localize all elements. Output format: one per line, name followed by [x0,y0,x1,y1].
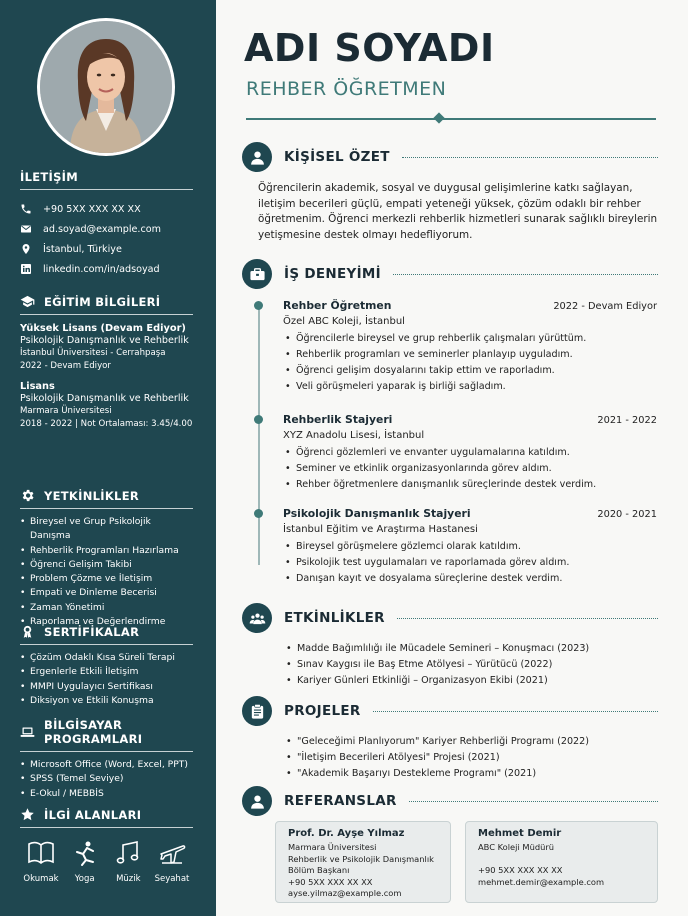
job-entry [283,507,657,587]
job-title: Psikolojik Danışmanlık Stajyeri [283,507,471,520]
job-entry [283,299,657,395]
linkedin-icon [20,263,32,275]
section-dotted-rule [393,274,658,275]
certificate-item: • MMPI Uygulayıcı Sertifikası [20,680,193,694]
job-bullet: • Seminer ve etkinlik organizasyonlarında görev aldım. [283,461,657,477]
header-diamond [433,112,444,123]
skills-section [20,488,193,629]
experience-section [242,259,658,289]
activity-item: • Madde Bağımlılığı ile Mücadele Semineri – Konuşmacı (2023) [284,641,658,657]
contact-linkedin[interactable] [20,259,193,279]
skills-title [20,488,193,509]
certificates-title [20,624,193,645]
education-school: İstanbul Üniversitesi - Cerrahpaşa [20,348,166,358]
job-bullet: • Öğrenci gözlemleri ve envanter uygulamalarına katıldım. [283,445,657,461]
award-ribbon-icon [20,624,35,639]
summary-section [242,142,658,243]
job-title: Rehberlik Stajyeri [283,413,393,426]
reference-name: Prof. Dr. Ayşe Yılmaz [288,828,405,839]
contact-linkedin-text: linkedin.com/in/adsoyad [43,263,160,275]
education-period: 2022 - Devam Ediyor [20,361,111,371]
education-field: Psikolojik Danışmanlık ve Rehberlik [20,393,189,404]
education-school: Marmara Üniversitesi [20,406,112,416]
reference-line: Bölüm Başkanı [288,865,350,875]
software-item: • SPSS (Temel Seviye) [20,772,193,786]
reference-line: Marmara Üniversitesi [288,842,377,852]
sidebar [0,0,216,916]
summary-icon-badge [242,142,272,172]
contact-title: İLETİŞİM [20,170,193,190]
projects-title: PROJELER [284,703,361,719]
references-section [242,786,658,816]
graduation-cap-icon [20,294,35,309]
experience-timeline [258,303,260,565]
contact-phone-text: +90 5XX XXX XX XX [43,203,141,215]
skill-item: • Rehberlik Programları Hazırlama [20,544,193,558]
project-item: • "Akademik Başarıyı Destekleme Programı" (2021) [284,766,658,782]
education-title [20,294,193,315]
job-organization: XYZ Anadolu Lisesi, İstanbul [283,430,425,441]
education-field: Psikolojik Danışmanlık ve Rehberlik [20,335,189,346]
education-period: 2018 - 2022 | Not Ortalaması: 3.45/4.00 [20,419,193,429]
reference-card [465,821,658,903]
education-degree: Yüksek Lisans (Devam Ediyor) [20,323,186,334]
activities-title: ETKİNLİKLER [284,610,385,626]
header-divider [246,118,656,120]
software-item: • E-Okul / MEBBİS [20,787,193,801]
profile-photo-frame [37,18,175,156]
timeline-dot [254,301,263,310]
reference-email[interactable]: mehmet.demir@example.com [478,876,605,887]
reference-line: Rehberlik ve Psikolojik Danışmanlık [288,853,434,864]
summary-title: KİŞİSEL ÖZET [284,149,390,165]
interests-list [20,840,193,884]
section-dotted-rule [409,801,658,802]
contact-email[interactable] [20,219,193,239]
experience-title: İŞ DENEYİMİ [284,266,381,282]
projects-icon-badge [242,696,272,726]
job-date: 2020 - 2021 [597,509,657,520]
education-item [20,323,193,373]
project-item: • "İletişim Becerileri Atölyesi" Projesi (2021) [284,750,658,766]
interests-section [20,807,193,884]
interest-label: Müzik [116,874,141,884]
music-icon [114,840,142,866]
activity-item: • Kariyer Günleri Etkinliği – Organizasyon Ekibi (2021) [284,673,658,689]
experience-icon-badge [242,259,272,289]
project-item: • "Geleceğimi Planlıyorum" Kariyer Rehberliği Programı (2022) [284,734,658,750]
interests-title-text: İLGİ ALANLARI [44,807,142,822]
interest-label: Seyahat [154,874,190,884]
job-title: Rehber Öğretmen [283,299,392,312]
job-entry [283,413,657,493]
education-title-text: EĞİTİM BİLGİLERİ [44,294,161,309]
contact-email-text: ad.soyad@example.com [43,223,161,235]
certificate-item: • Diksiyon ve Etkili Konuşma [20,694,193,708]
reference-email[interactable]: ayse.yilmaz@example.com [288,888,402,898]
clipboard-icon [249,703,266,720]
book-icon [27,840,55,866]
yoga-icon [71,840,99,866]
software-title [20,718,193,752]
certificates-title-text: SERTİFİKALAR [44,624,140,639]
job-bullet: • Bireysel görüşmelere gözlemci olarak katıldım. [283,539,657,555]
interest-label: Yoga [74,874,95,884]
person-icon [249,149,266,166]
job-bullet: • Danışan kayıt ve dosyalama süreçlerine destek verdim. [283,571,657,587]
activities-icon-badge [242,603,272,633]
reference-name: Mehmet Demir [478,828,562,839]
contact-location [20,239,193,259]
education-item [20,381,193,431]
mail-icon [20,223,32,235]
skill-item: • Öğrenci Gelişim Takibi [20,558,193,572]
activities-section [242,603,658,689]
reference-phone: +90 5XX XXX XX XX [478,865,563,875]
software-section [20,718,193,801]
skills-title-text: YETKİNLİKLER [44,488,139,503]
activity-item: • Sınav Kaygısı ile Baş Etme Atölyesi – Yürütücü (2022) [284,657,658,673]
interest-item [20,840,62,884]
software-item: • Microsoft Office (Word, Excel, PPT) [20,758,193,772]
reference-phone: +90 5XX XXX XX XX [288,876,373,887]
software-title-text: BİLGİSAYAR PROGRAMLARI [44,718,143,746]
section-dotted-rule [373,711,658,712]
group-icon [249,610,266,627]
projects-section [242,696,658,782]
gear-icon [20,488,35,503]
certificate-item: • Ergenlerle Etkili İletişim [20,665,193,679]
main-content [216,0,688,916]
job-organization: Özel ABC Koleji, İstanbul [283,316,405,327]
section-dotted-rule [402,157,658,158]
reference-card [275,821,451,903]
certificate-item: • Çözüm Odaklı Kısa Süreli Terapi [20,651,193,665]
job-date: 2021 - 2022 [597,415,657,426]
contact-location-text: İstanbul, Türkiye [43,243,122,255]
skill-item: • Raporlama ve Değerlendirme [20,615,193,629]
job-bullet: • Öğrenci gelişim dosyalarını takip ettim ve raporladım. [283,363,657,379]
interests-title [20,807,193,828]
job-role: REHBER ÖĞRETMEN [246,78,447,100]
location-pin-icon [20,243,32,255]
timeline-dot [254,415,263,424]
reference-line: ABC Koleji Müdürü [478,842,555,852]
skill-item: • Bireysel ve Grup Psikolojik Danışma [20,515,193,544]
references-icon-badge [242,786,272,816]
references-title: REFERANSLAR [284,793,397,809]
interest-label: Okumak [23,874,59,884]
skill-item: • Empati ve Dinleme Becerisi [20,586,193,600]
skill-item: • Problem Çözme ve İletişim [20,572,193,586]
full-name: ADI SOYADI [244,26,495,70]
laptop-icon [20,725,35,740]
interest-item [107,840,149,884]
star-icon [20,807,35,822]
job-bullet: • Veli görüşmeleri yaparak iş birliği sağladım. [283,379,657,395]
interest-item [151,840,193,884]
interest-item [64,840,106,884]
job-bullet: • Psikolojik test uygulamaları ve raporlamada görev aldım. [283,555,657,571]
contact-phone [20,199,193,219]
profile-photo [40,21,172,153]
reference-spacer [478,854,645,866]
skill-item: • Zaman Yönetimi [20,601,193,615]
job-bullet: • Rehberlik programları ve seminerler planlayıp uyguladım. [283,347,657,363]
job-bullet: • Öğrencilerle bireysel ve grup rehberlik çalışmaları yürüttüm. [283,331,657,347]
timeline-dot [254,509,263,518]
contact-section [20,170,193,279]
job-date: 2022 - Devam Ediyor [553,301,657,312]
job-organization: İstanbul Eğitim ve Araştırma Hastanesi [283,524,478,535]
summary-text: Öğrencilerin akademik, sosyal ve duygusal gelişimlerine katkı sağlayan, iletişim becerileri güçlü, empati yeteneği yüksek, çözüm odaklı bir rehber öğretmenim. Öğrenci merkezli rehberlik hizmetleri sunarak sağlıklı bireylerin yetişmesine destek olmayı hedefliyorum. [258,182,658,241]
job-bullet: • Rehber öğretmenlere danışmanlık süreçlerinde destek verdim. [283,477,657,493]
briefcase-icon [249,266,266,283]
phone-icon [20,203,32,215]
education-degree: Lisans [20,381,55,392]
person-icon [249,793,266,810]
plane-icon [158,840,186,866]
education-section [20,294,193,431]
section-dotted-rule [397,618,658,619]
certificates-section [20,624,193,708]
